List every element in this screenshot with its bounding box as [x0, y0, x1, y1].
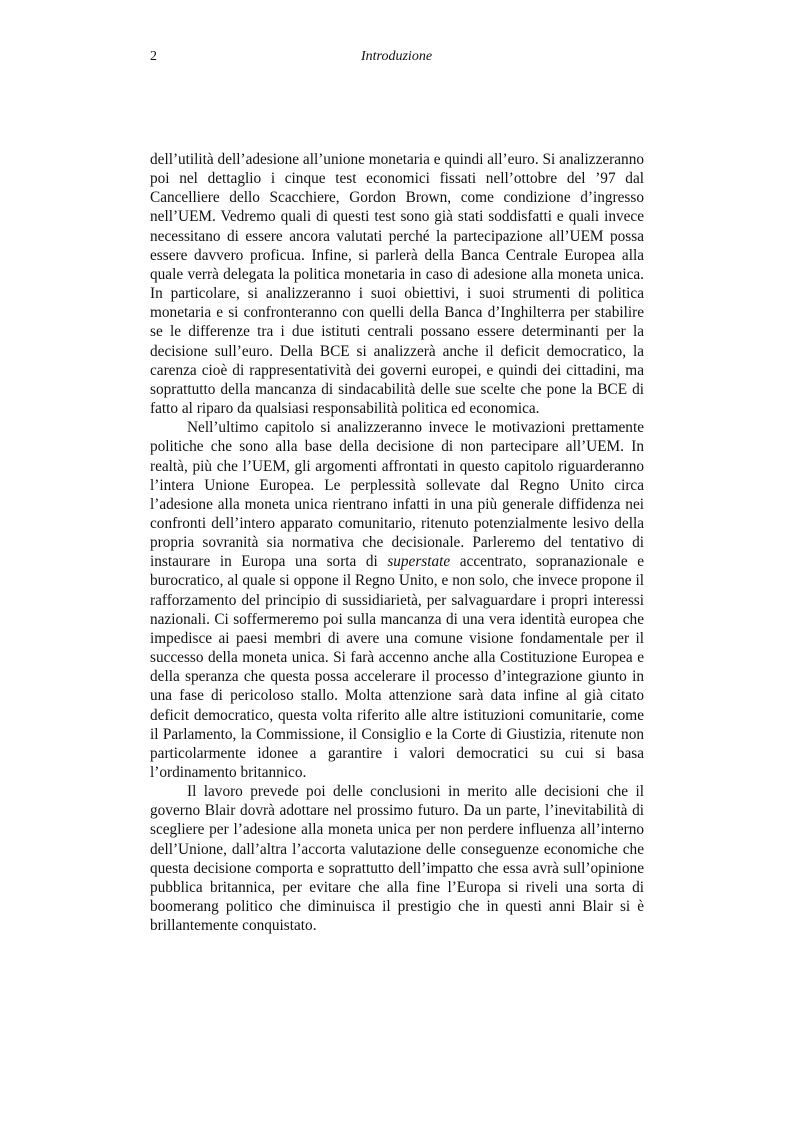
page-number: 2: [150, 49, 157, 64]
paragraph-2: [150, 418, 644, 782]
running-header: Introduzione: [361, 49, 433, 64]
body-text: [150, 150, 644, 935]
paragraph-1: dell’utilità dell’adesione all’unione monetaria e quindi all’euro. Si analizzeranno poi nel dettaglio i cinque test economici fissati nell’ottobre del ’97 dal Cancelliere dello Scacchiere, Gordon Brown, come condizione d’ingresso nell’UEM. Vedremo quali di questi test sono già stati soddisfatti e quali invece necessitano di essere ancora valutati perché la partecipazione all’UEM possa essere davvero proficua. Infine, si parlerà della Banca Centrale Europea alla quale verrà delegata la politica monetaria in caso di adesione alla moneta unica. In particolare, si analizzeranno i suoi obiettivi, i suoi strumenti di politica monetaria e si confronteranno con quelli della Banca d’Inghilterra per stabilire se le differenze tra i due istituti centrali possano essere determinanti per la decisione sull’euro. Della BCE si analizzerà anche il deficit democratico, la carenza cioè di rappresentatività dei governi europei, e quindi dei cittadini, ma soprattutto della mancanza di sindacabilità delle sue scelte che pone la BCE di fatto al riparo da qualsiasi responsabilità politica ed economica.: [150, 151, 644, 418]
paragraph-2-text-a: Nell’ultimo capitolo si analizzeranno invece le motivazioni prettamente politiche che sono alla base della decisione di non partecipare all’UEM. In realtà, più che l’UEM, gli argomenti affrontati in questo capitolo riguarderanno l’intera Unione Europea. Le perplessità sollevate dal Regno Unito circa l’adesione alla moneta unica rientrano infatti in una più generale diffidenza nei confronti dell’intero apparato comunitario, ritenuto potenzialmente lesivo della propria sovranità sia normativa che decisionale. Parleremo del tentativo di instaurare in Europa una sorta di: [150, 419, 644, 571]
paragraph-2-text-b: accentrato, sopranazionale e burocratico, al quale si oppone il Regno Unito, e non solo, che invece propone il rafforzamento del principio di sussidiarietà, per salvaguardare i propri interessi nazionali. Ci soffermeremo poi sulla mancanza di una vera identità europea che impedisce ai paesi membri di avere una comune visione fondamentale per il successo della moneta unica. Si farà accenno anche alla Costituzione Europea e della speranza che questa possa accelerare il processo d’integrazione giunto in una fase di pericoloso stallo. Molta attenzione sarà data infine al già citato deficit democratico, questa volta riferito alle altre istituzioni comunitarie, come il Parlamento, la Commissione, il Consiglio e la Corte di Giustizia, ritenute non particolarmente idonee a garantire i valori democratici su cui si basa l’ordinamento britannico.: [150, 553, 644, 781]
italic-term-superstate: superstate: [387, 553, 451, 571]
paragraph-3: Il lavoro prevede poi delle conclusioni in merito alle decisioni che il governo Blair dovrà adottare nel prossimo futuro. Da un parte, l’inevitabilità di scegliere per l’adesione alla moneta unica per non perdere influenza all’interno dell’Unione, dall’altra l’accorta valutazione delle conseguenze economiche che questa decisione comporta e soprattutto dell’impatto che essa avrà sull’opinione pubblica britannica, per evitare che alla fine l’Europa si riveli una sorta di boomerang politico che diminuisca il prestigio che in questi anni Blair si è brillantemente conquistato.: [150, 783, 644, 935]
